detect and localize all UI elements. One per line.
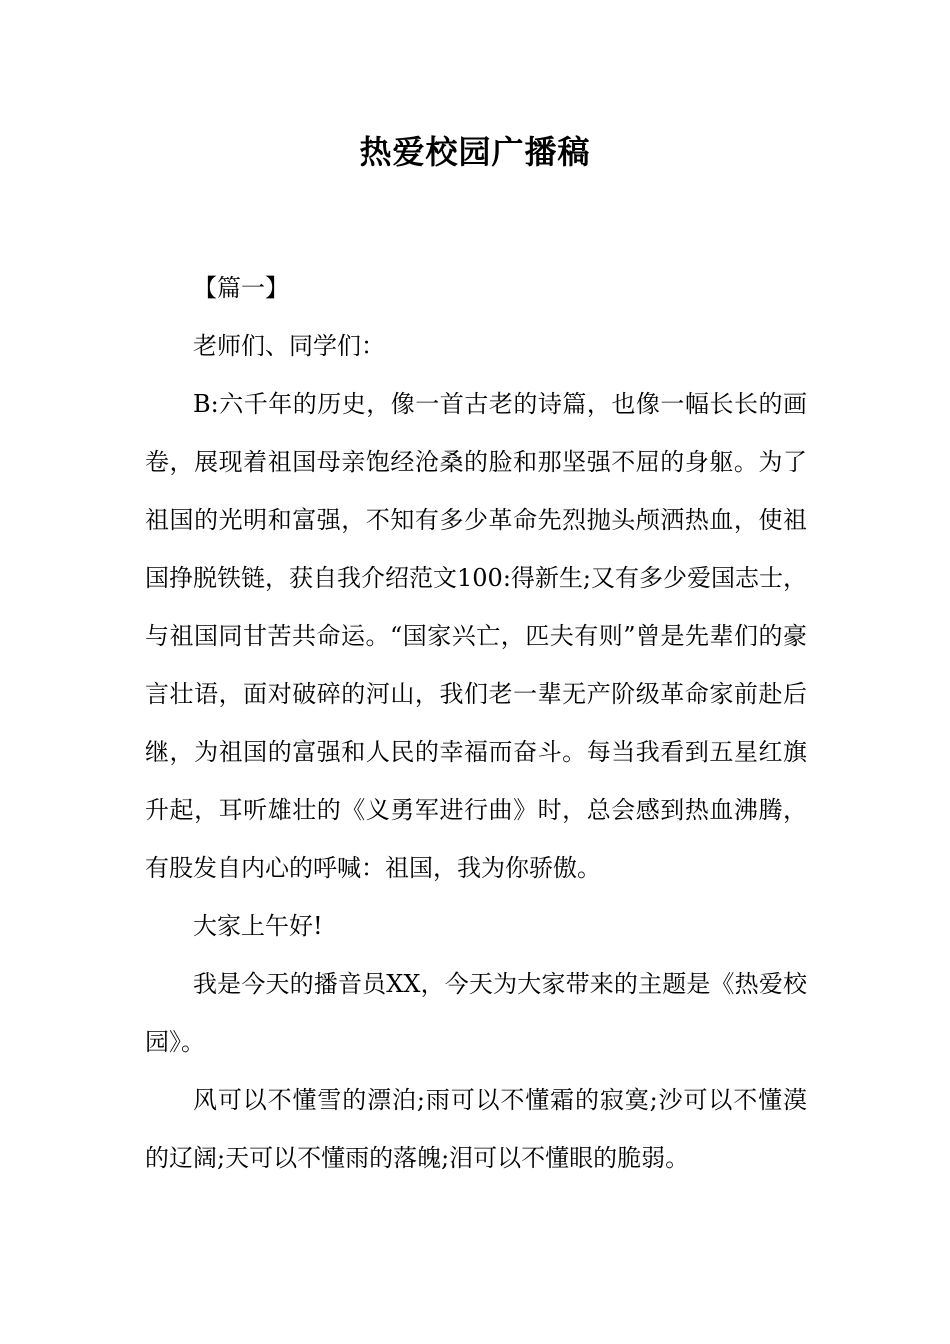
greeting-paragraph: 大家上午好! <box>193 912 323 940</box>
body-paragraph: 风可以不懂雪的漂泊;雨可以不懂霜的寂寞;沙可以不懂漠的辽阔;天可以不懂雨的落魄;泪可以不懂眼的脆弱。 <box>145 1086 807 1172</box>
page-title: 热爱校园广播稿 <box>359 133 591 171</box>
body-paragraph: B:六千年的历史，像一首古老的诗篇，也像一幅长长的画卷，展现着祖国母亲饱经沧桑的脸和那坚强不屈的身躯。为了祖国的光明和富强，不知有多少革命先烈抛头颅洒热血，使祖国挣脱铁链，获自我介绍范文100:得新生;又有多少爱国志士，与祖国同甘苦共命运。“国家兴亡，匹夫有则”曾是先辈们的豪言壮语，面对破碎的河山，我们老一辈无产阶级革命家前赴后继，为祖国的富强和人民的幸福而奋斗。每当我看到五星红旗升起，耳听雄壮的《义勇军进行曲》时，总会感到热血沸腾，有股发自内心的呼喊：祖国，我为你骄傲。 <box>145 390 807 882</box>
salutation-paragraph: 老师们、同学们： <box>193 332 385 360</box>
section-heading: 【篇一】 <box>193 274 289 302</box>
body-paragraph: 我是今天的播音员XX，今天为大家带来的主题是《热爱校园》。 <box>145 970 807 1056</box>
document-body <box>145 259 807 1187</box>
